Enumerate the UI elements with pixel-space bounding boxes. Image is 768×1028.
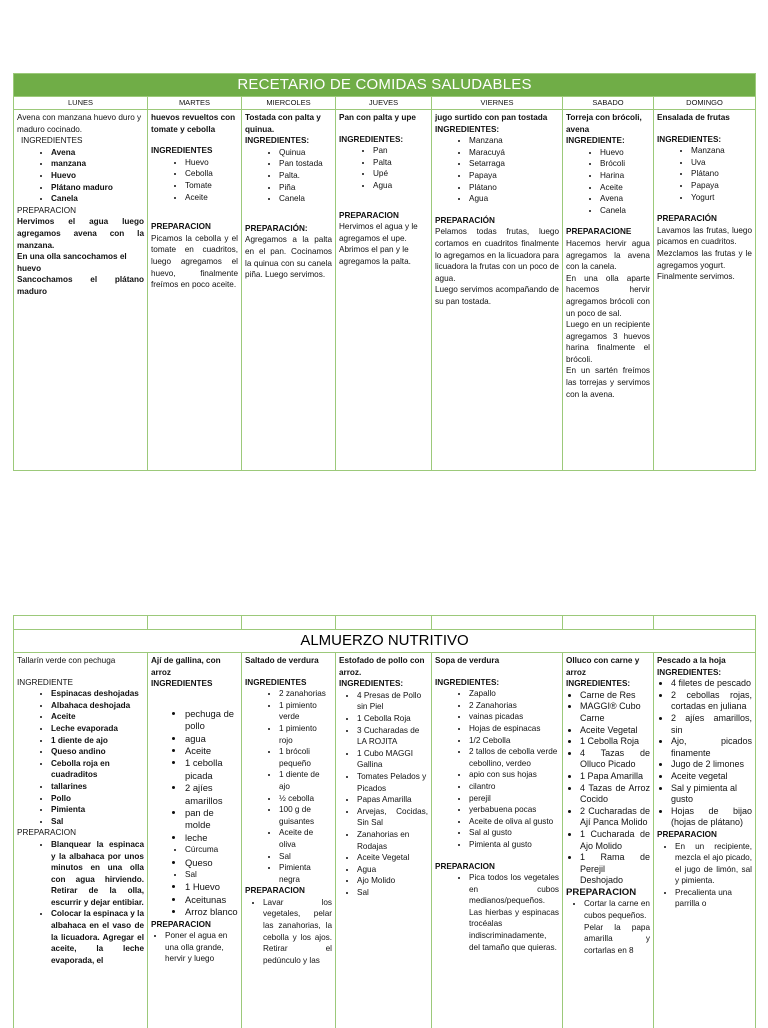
preparation-step: • Poner el agua en una olla grande, hervir y luego [165,930,238,965]
recipe-title: Tostada con palta y quinua. [245,113,321,134]
ingredients-list [435,688,559,850]
ingredient-item: • Aceite [185,745,238,757]
preparation-list [245,897,332,967]
preparation-label: PREPARACION [17,828,76,838]
preparation-text: Hervimos el agua luego agregamos avena con la manzana. [17,217,144,250]
recipe-cell-domingo [654,110,755,470]
recipe-title: Sopa de verdura [435,656,500,665]
ingredients-label: INGREDIENTES: [339,134,404,144]
ingredient-item: • Upé [373,168,428,180]
ingredient-item: • Palta [373,157,428,169]
ingredients-label: INGREDIENTES: [245,136,310,146]
ingredient-item: • Sal [185,869,238,881]
preparation-text: Luego en un recipiente agregamos 3 huevos harina finalmente el brócoli. [566,320,650,364]
ingredient-item: • Piña [279,182,332,194]
ingredient-item: • Aceite de oliva [279,827,332,850]
recipe-cell-viernes [432,653,563,1028]
ingredient-item: • 1/2 Cebolla [469,735,559,747]
breakfast-table [13,73,756,471]
ingredient-item: • 4 Tazas de Arroz Cocido [580,783,650,806]
ingredient-item: • Uva [691,157,752,169]
preparation-text: Hacemos hervir agua agregamos la avena con la canela. [566,238,650,272]
ingredient-item: • 1 brócoli pequeño [279,746,332,769]
ingredients-list [245,688,332,885]
ingredient-item: • 1 pimiento rojo [279,723,332,746]
ingredient-item: • Cebolla roja en cuadraditos [51,758,144,781]
ingredients-list [657,145,752,203]
ingredient-item: • 1 Papa Amarilla [580,771,650,783]
preparation-step: • Colocar la espinaca y la albahaca en el vaso de la licuadora. Agregar el aceite, la leche evaporada, el [51,908,144,966]
preparation-list [435,872,559,953]
day-header: MIERCOLES [242,97,336,109]
ingredient-item: • Cúrcuma [185,844,238,856]
preparation-step: • Blanquear la espinaca y la albahaca por unos minutos en una olla con agua hirviendo. Retirar de la olla, escurrir y dejar entibiar. [51,839,144,909]
ingredient-item: • 2 tallos de cebolla verde cebollino, verdeo [469,746,559,769]
preparation-step: • Pica todos los vegetales en cubos medianos/pequeños. Las hierbas y espinacas trocéalas indiscriminadamente, del tamaño que quieras. [469,872,559,953]
ingredient-item: • 1 Cebolla Roja [580,736,650,748]
ingredient-item: • Yogurt [691,192,752,204]
preparation-label: PREPARACIÓN [435,215,495,225]
preparation-list [17,839,144,967]
ingredients-label: INGREDIENTES: [435,124,500,134]
ingredients-list [17,147,144,205]
ingredients-label: INGREDIENTES: [435,677,500,687]
ingredient-item: • Papaya [469,170,559,182]
ingredient-item: • Tomates Pelados y Picados [357,771,428,794]
ingredients-label: INGREDIENTE [17,677,73,687]
recipe-title: Saltado de verdura [245,656,319,665]
recipe-cell-martes [148,110,242,470]
recipe-cell-domingo [654,653,755,1028]
ingredient-item: • Carne de Res [580,690,650,702]
ingredient-item: • Pimienta al gusto [469,839,559,851]
recipe-title: Olluco con carne y arroz [566,656,640,677]
ingredient-item: • Canela [51,193,144,205]
ingredient-item: • Plátano maduro [51,182,144,194]
preparation-text: Sancochamos el plátano maduro [17,275,144,296]
ingredients-label: INGREDIENTES: [566,679,631,689]
preparation-text: Agregamos a la palta en el pan. Cocinamos la quinua con su canela piña. Luego servimos. [245,235,332,280]
ingredient-item: • tallarines [51,781,144,793]
ingredient-item: • Quinua [279,147,332,159]
ingredients-list [339,145,428,191]
recipe-cell-miercoles [242,653,336,1028]
ingredient-item: • Aceite Vegetal [357,852,428,864]
ingredient-item: • 1 Rama de Perejil Deshojado [580,852,650,887]
ingredient-item: • Tomate [185,180,238,192]
preparation-text: En una olla sancochamos el huevo [17,252,127,273]
ingredient-item: • Pimienta negra [279,862,332,885]
ingredient-item: • 2 Zanahorias [469,700,559,712]
ingredient-item: • Arroz blanco [185,906,238,918]
ingredient-item: • Plátano [469,182,559,194]
ingredient-item: • 2 cebollas rojas, cortadas en juliana [671,690,752,713]
ingredient-item: • Aceite vegetal [671,771,752,783]
ingredient-item: • Zapallo [469,688,559,700]
preparation-label: PREPARACIÓN [657,214,717,224]
empty-top-row [14,616,755,629]
preparation-label: PREPARACION [435,861,495,871]
ingredient-item: • Queso andino [51,746,144,758]
day-header: DOMINGO [686,98,723,107]
ingredient-item: • 1 Huevo [185,881,238,893]
ingredients-label: INGREDIENTES [151,146,213,156]
ingredient-item: • 1 Cucharada de Ajo Molido [580,829,650,852]
ingredients-list [339,690,428,899]
ingredient-item: • cilantro [469,781,559,793]
ingredients-list [151,157,238,203]
ingredient-item: • 3 Cucharadas de LA ROJITA [357,725,428,748]
ingredient-item: • 1 Cubo MAGGI Gallina [357,748,428,771]
ingredient-item: • Sal y pimienta al gusto [671,783,752,806]
ingredient-item: • Huevo [185,157,238,169]
preparation-text: Mezclamos las frutas y le agregamos yogurt. [657,248,752,270]
day-header: LUNES [14,97,148,109]
recipe-cell-lunes [14,653,148,1028]
ingredients-list [435,135,559,205]
preparation-text: Picamos la cebolla y el tomate en cuadritos, luego agregamos el huevo, finalmente freímos en poco aceite. [151,233,238,290]
recipe-cell-martes [148,653,242,1028]
recipe-cell-miercoles [242,110,336,470]
ingredient-item: • pechuga de pollo [185,708,238,733]
ingredient-item: • Avena [600,193,650,205]
ingredient-item: • Agua [357,864,428,876]
recipe-cell-viernes [432,110,563,470]
ingredient-item: • 1 diente de ajo [279,769,332,792]
ingredients-label: INGREDIENTES: [339,679,404,689]
recipes-row [14,653,755,1028]
recipe-title: jugo surtido con pan tostada [435,113,548,122]
ingredient-item: • Papas Amarilla [357,794,428,806]
recipe-title: Tallarín verde con pechuga [17,656,116,665]
ingredient-item: • Harina [600,170,650,182]
ingredient-item: • Papaya [691,180,752,192]
recipe-title: Pan con palta y upe [339,113,416,122]
ingredients-label: INGREDIENTES [21,136,83,146]
ingredient-item: • 2 zanahorias [279,688,332,700]
ingredient-item: • Cebolla [185,168,238,180]
ingredient-item: • Sal [279,851,332,863]
ingredient-item: • leche [185,832,238,844]
day-header: VIERNES [432,97,563,109]
recipe-title: Avena con manzana huevo duro y maduro cocinado. [17,113,142,134]
ingredient-item: • Sal al gusto [469,827,559,839]
ingredient-item: • manzana [51,158,144,170]
day-header: SABADO [563,97,654,109]
ingredient-item: • Pimienta [51,804,144,816]
recipe-cell-jueves [336,653,432,1028]
ingredient-item: • Aceite [185,192,238,204]
ingredient-item: • Aceite Vegetal [580,725,650,737]
ingredient-item: • 1 Cebolla Roja [357,713,428,725]
ingredient-item: • ½ cebolla [279,793,332,805]
ingredients-label: INGREDIENTES: [657,134,722,144]
ingredient-item: • Ajo, picados finamente [671,736,752,759]
ingredients-list [151,708,238,919]
preparation-label: PREPARACION [245,886,305,896]
ingredients-list [566,690,650,887]
ingredient-item: • Brócoli [600,158,650,170]
preparation-step: Pelar la papa amarilla y cortarlas en 8 [584,922,650,955]
recipe-title: Ensalada de frutas [657,113,730,122]
table-title: ALMUERZO NUTRITIVO [14,629,755,653]
ingredient-item: • Aceite [51,711,144,723]
ingredient-item: • 1 cebolla picada [185,757,238,782]
ingredients-label: INGREDIENTES [245,677,307,687]
ingredient-item: • Jugo de 2 limones [671,759,752,771]
preparation-label: PREPARACION [151,222,211,232]
ingredient-item: • 4 filetes de pescado [671,678,752,690]
ingredient-item: • Maracuyá [469,147,559,159]
ingredient-item: • vainas picadas [469,711,559,723]
preparation-text: Pelamos todas frutas, luego cortamos en cuadritos finalmente lo agregamos en la licuadora para licuadora la frutas con un poco de agua. [435,227,559,283]
ingredient-item: • Aceite [600,182,650,194]
ingredients-label: INGREDIENTES [151,679,213,689]
preparation-step: • Lavar los vegetales, pelar las zanahorias, la cebolla y los ajos. Retirar el pedúnculo y las [263,897,332,967]
ingredient-item: • 4 Presas de Pollo sin Piel [357,690,428,713]
ingredient-item: • Plátano [691,168,752,180]
ingredient-item: • Huevo [600,147,650,159]
ingredient-item: • Canela [279,193,332,205]
ingredient-item: • apio con sus hojas [469,769,559,781]
day-header: JUEVES [336,97,432,109]
recipe-cell-lunes [14,110,148,470]
ingredient-item: • 4 Tazas de Olluco Picado [580,748,650,771]
ingredient-item: • Palta. [279,170,332,182]
preparation-step: • En un recipiente, mezcla el ajo picado, el jugo de limón, sal y pimienta. [675,841,752,887]
ingredient-item: • agua [185,733,238,745]
ingredients-list [17,688,144,827]
preparation-text: Luego servimos acompañando de su pan tostada. [435,285,559,306]
ingredient-item: • 2 ajíes amarillos [185,782,238,807]
ingredient-item: • 100 g de guisantes [279,804,332,827]
ingredient-item: • Canela [600,205,650,217]
ingredient-item: • Sal [51,816,144,828]
ingredient-item: • yerbabuena pocas [469,804,559,816]
preparation-text: Abrimos el pan y le agregamos la palta. [339,245,411,266]
recipe-title: Estofado de pollo con arroz. [339,656,425,677]
preparation-label: PREPARACION [17,205,76,215]
recipe-title: Pescado a la hoja [657,656,726,665]
ingredient-item: • Manzana [691,145,752,157]
day-header: MARTES [148,97,242,109]
ingredient-item: • 1 pimiento verde [279,700,332,723]
ingredient-item: • 2 Cucharadas de Ají Panca Molido [580,806,650,829]
ingredient-item: • Arvejas, Cocidas, Sin Sal [357,806,428,829]
ingredient-item: • Zanahorias en Rodajas [357,829,428,852]
preparation-label: PREPARACION [151,919,211,929]
ingredient-item: • Pan [373,145,428,157]
ingredient-item: • Queso [185,857,238,869]
ingredient-item: • Agua [469,193,559,205]
ingredient-item: • Leche evaporada [51,723,144,735]
recipe-cell-sabado [563,110,654,470]
preparation-text: Lavamos las frutas, luego picamos en cuadritos. [657,225,752,247]
ingredient-item: • Setarraga [469,158,559,170]
ingredient-item: • 2 ajíes amarillos, sin [671,713,752,736]
preparation-text: En una olla aparte hacemos hervir agregamos brócoli con un poco de sal. [566,273,650,318]
recipes-row [14,110,755,470]
ingredients-list [566,147,650,217]
recipe-title: Ají de gallina, con arroz [151,656,221,677]
ingredient-item: • Aceitunas [185,894,238,906]
ingredient-item: • Sal [357,887,428,899]
recipe-title: Torreja con brócoli, avena [566,113,642,134]
ingredient-item: • Hojas de bijao (hojas de plátano) [671,806,752,829]
ingredient-item: • Agua [373,180,428,192]
ingredients-list [245,147,332,205]
preparation-step: • Cortar la carne en cubos pequeños. [584,898,650,921]
ingredient-item: • Manzana [469,135,559,147]
preparation-text: Finalmente servimos. [657,272,735,282]
preparation-text: Hervimos el agua y le agregamos el upe. [339,222,418,243]
ingredient-item: • perejil [469,793,559,805]
ingredient-item: • Avena [51,147,144,159]
preparation-list [151,930,238,965]
ingredients-label: INGREDIENTES: [657,667,722,677]
preparation-step: • Precalienta una parrilla o [675,887,752,910]
ingredients-list [657,678,752,829]
ingredient-item: • Aceite de oliva al gusto [469,816,559,828]
preparation-text: En un sartén freímos las torrejas y servimos con la avena. [566,366,650,399]
ingredient-item: • Albahaca deshojada [51,700,144,712]
preparation-label: PREPARACIÓN: [245,223,308,233]
lunch-table [13,615,756,1028]
recipe-cell-jueves [336,110,432,470]
preparation-label: PREPARACION [657,829,717,839]
ingredient-item: • Ajo Molido [357,875,428,887]
recipe-title: huevos revueltos con tomate y cebolla [151,113,236,134]
preparation-label: PREPARACION [566,886,637,898]
ingredient-item: • Hojas de espinacas [469,723,559,735]
recipe-cell-sabado [563,653,654,1028]
preparation-label: PREPARACIONE [566,227,632,237]
ingredient-item: • pan de molde [185,807,238,832]
preparation-label: PREPARACION [339,210,399,220]
ingredient-item: • Pan tostada [279,158,332,170]
days-header [14,96,755,110]
ingredient-item: • Pollo [51,793,144,805]
ingredient-item: • Huevo [51,170,144,182]
ingredients-label: INGREDIENTE: [566,136,625,146]
ingredient-item: • 1 diente de ajo [51,735,144,747]
table-title: RECETARIO DE COMIDAS SALUDABLES [14,74,755,96]
ingredient-item: • MAGGI® Cubo Carne [580,701,650,724]
ingredient-item: • Espinacas deshojadas [51,688,144,700]
preparation-list [657,841,752,911]
preparation-list [566,898,650,956]
